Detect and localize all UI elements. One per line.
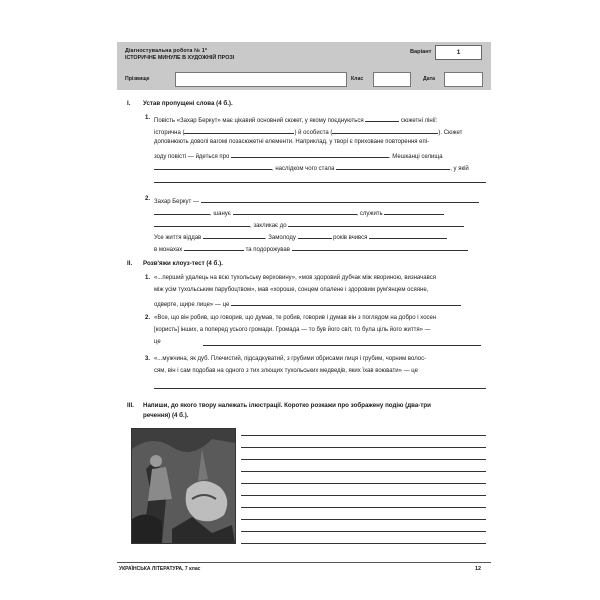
answer-line[interactable] [241, 483, 486, 484]
surname-field[interactable] [175, 72, 347, 87]
section-3-number: III. [127, 402, 134, 409]
s1-item-2-line-4: Усе життя віддав . Замолоду років вчився [154, 232, 447, 242]
answer-line[interactable] [241, 543, 486, 544]
section-1-title: Устав пропущені слова (4 б.). [143, 100, 233, 107]
answer-line[interactable] [241, 531, 486, 532]
s2-item-2-line-3: це [154, 339, 161, 345]
blank[interactable] [154, 208, 210, 215]
s1-item-2-line-2: , шанує , служить [154, 208, 444, 218]
s2-item-3-line-2: сям, він і сам подобав на одного з тих злющих тухольських медведів, яких їхав воювати» — це [154, 368, 418, 374]
variant-value: 1 [435, 45, 482, 60]
s1-item-2-line-5: в монахах та подорожував [154, 244, 468, 254]
s1-item-1-line-3: доповнюють доволі вагомі позасюжетні елементи. Наприклад, у творі є приховане повторення епі- [154, 139, 430, 145]
footer-book-title: УКРАЇНСЬКА ЛІТЕРАТУРА, 7 клас [119, 566, 201, 572]
variant-label: Варіант [410, 49, 432, 55]
page-number: 12 [475, 566, 481, 572]
blank[interactable] [203, 232, 265, 239]
footer-divider [117, 562, 491, 563]
s2-item-2-number: 2. [145, 315, 151, 321]
section-2-title: Розв'яжи клоуз-тест (4 б.). [143, 260, 223, 267]
s1-item-1-line-4: зоду повісті — йдеться про . Мешканці селища [154, 151, 443, 161]
blank[interactable] [154, 163, 272, 170]
answer-line[interactable] [154, 388, 486, 389]
answer-line[interactable] [203, 345, 481, 346]
s1-item-1-line-2: історична ( ) й особиста ( ). Сюжет [154, 127, 462, 137]
section-3-title-line-1: Напиши, до якого твору належать ілюстрації. Коротко розкажи про зображену подію (два-три [143, 402, 431, 409]
surname-label: Прізвище [125, 76, 150, 82]
date-field[interactable] [444, 72, 483, 87]
s2-item-1-line-1: «...перший удалець на всю тухольську верховину», «мов здоровий дубчак між явориною, визначався [154, 275, 436, 281]
class-label: Клас [351, 76, 364, 82]
blank[interactable] [365, 115, 399, 122]
section-2-number: II. [127, 260, 133, 267]
answer-line[interactable] [241, 435, 486, 436]
blank[interactable] [233, 208, 357, 215]
answer-line[interactable] [241, 495, 486, 496]
s2-item-3-number: 3. [145, 356, 151, 362]
s2-item-2-line-2: [користь] інших, а поперед усього громади. Громада — то був його світ, то була ціль його життя» — [154, 327, 431, 333]
s2-item-1-line-3: одверте, щире лице» — це [154, 299, 461, 309]
blank[interactable] [201, 196, 479, 203]
blank[interactable] [154, 220, 250, 227]
s1-item-2-line-3: , закликає до [154, 220, 464, 230]
s2-item-3-line-1: «...мужчина, як дуб. Плечистий, підсадкуватий, з грубими обрисами лиця і грубим, чорним волос- [154, 356, 427, 362]
class-field[interactable] [373, 72, 411, 87]
blank[interactable] [384, 208, 444, 215]
s1-item-2-number: 2. [145, 196, 151, 202]
blank[interactable] [288, 220, 464, 227]
answer-line[interactable] [241, 507, 486, 508]
story-illustration [131, 428, 236, 544]
worksheet-header [117, 42, 491, 90]
illustration-drawing [132, 429, 235, 543]
blank[interactable] [336, 163, 450, 170]
answer-line[interactable] [241, 471, 486, 472]
s2-item-2-line-1: «Все, що він робив, що говорив, що думав, те робив, говорив і думав він з поглядом на добро і хосен [154, 315, 437, 321]
s1-item-1-number: 1. [145, 115, 151, 121]
blank[interactable] [184, 127, 294, 134]
s1-item-1-line-1: Повість «Захар Беркут» має цікавий основний сюжет, у якому поєднуються сюжетні лінії: [154, 115, 437, 125]
blank[interactable] [332, 127, 438, 134]
answer-line[interactable] [241, 447, 486, 448]
s2-item-1-line-2: між усім тухольським парубоцтвом», мав «хороше, сонцем опалене і здоровим рум'янцем осяяне, [154, 287, 429, 293]
s2-item-1-number: 1. [145, 275, 151, 281]
date-label: Дата [423, 76, 436, 82]
s1-item-1-line-5: , наслідком чого стала , у якій [154, 163, 469, 173]
blank[interactable] [231, 299, 461, 306]
worksheet-page [117, 42, 491, 574]
blank[interactable] [298, 232, 332, 239]
s1-item-2-line-1: Захар Беркут — [154, 196, 479, 206]
worksheet-subtitle: ІСТОРИЧНЕ МИНУЛЕ В ХУДОЖНІЙ ПРОЗІ [125, 55, 235, 61]
blank[interactable] [184, 244, 244, 251]
answer-line[interactable] [241, 459, 486, 460]
blank[interactable] [369, 232, 447, 239]
blank[interactable] [231, 151, 389, 158]
blank[interactable] [292, 244, 468, 251]
section-1-number: I. [127, 100, 131, 107]
worksheet-title: Діагностувальна робота № 1* [125, 48, 208, 54]
section-3-title-line-2: речення) (4 б.). [143, 412, 189, 419]
answer-line[interactable] [241, 519, 486, 520]
answer-line[interactable] [154, 182, 486, 183]
